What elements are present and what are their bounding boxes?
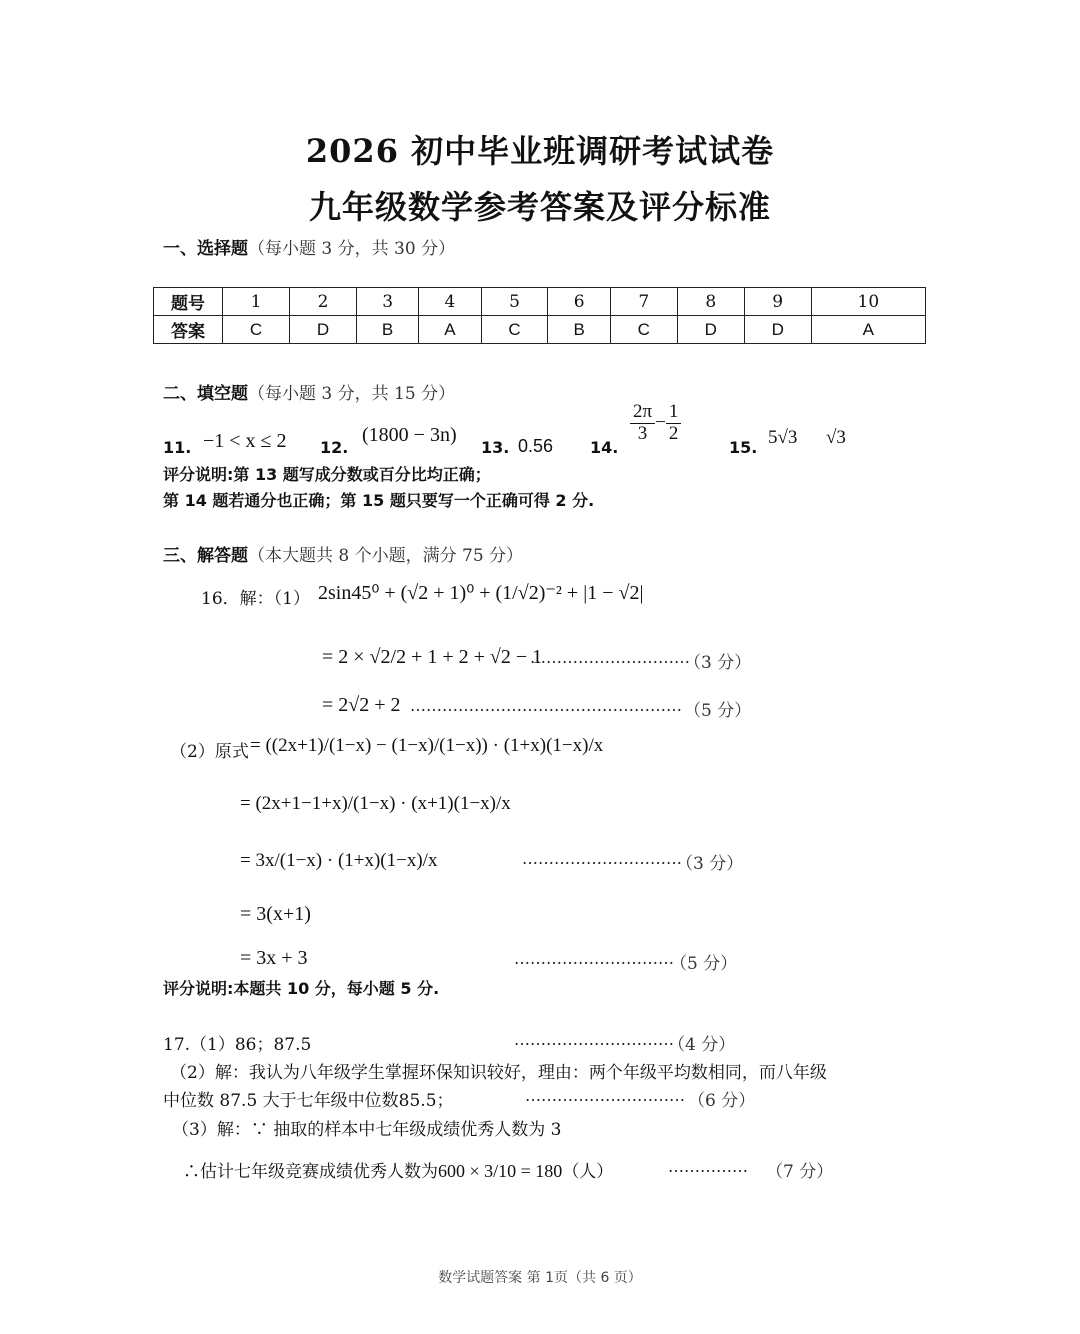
table-cell: 10 <box>811 288 925 316</box>
section2-heading <box>163 379 455 404</box>
section2-grading-note-2: 第 14 题若通分也正确；第 15 题只要写一个正确可得 2 分. <box>163 491 595 510</box>
table-cell: 7 <box>610 288 677 316</box>
table-cell: C <box>223 316 290 344</box>
q13-answer: 0.56 <box>518 436 554 456</box>
section2-title: 二、填空题 <box>163 384 248 404</box>
q17-part3-expr: 600 × 3/10 = 180 <box>438 1161 563 1181</box>
table-cell: D <box>677 316 744 344</box>
dotted-leader: ………………………… <box>514 1030 674 1049</box>
q14-den2: 2 <box>668 422 679 444</box>
table-cell: 6 <box>548 288 610 316</box>
q16-label: 16．解：（1） <box>201 589 310 609</box>
table-cell: 5 <box>481 288 548 316</box>
q16-expression: 2sin45⁰ + (√2 + 1)⁰ + (1/√2)⁻² + |1 − √2| <box>318 582 644 604</box>
q17-part3-unit: （人） <box>562 1162 614 1182</box>
q15-number: 15. <box>729 438 758 457</box>
q16-part2-step1: = (2x+1−1+x)/(1−x) · (x+1)(1−x)/x <box>240 793 511 814</box>
section1-title: 一、选择题 <box>163 239 248 259</box>
q16-step1-score: （3 分） <box>684 653 752 673</box>
q16-part2-step2: = 3x/(1−x) · (1+x)(1−x)/x <box>240 850 438 871</box>
section3-title: 三、解答题 <box>163 546 248 566</box>
q17-part1: 17.（1）86；87.5 <box>163 1035 312 1055</box>
dotted-leader: ………………………… <box>530 648 690 667</box>
q16-part2-expr: = ((2x+1)/(1−x) − (1−x)/(1−x)) · (1+x)(1−x)/x <box>250 735 604 756</box>
dotted-leader: ………………………… <box>525 1086 685 1105</box>
q17-part3-prefix: ∴估计七年级竞赛成绩优秀人数为 <box>183 1162 438 1182</box>
q16-step1: = 2 × √2/2 + 1 + 2 + √2 − 1 <box>322 646 543 668</box>
q16-part2-label: （2）原式 <box>170 742 249 762</box>
q12-number: 12. <box>320 438 349 457</box>
q16-step2-score: （5 分） <box>684 701 752 721</box>
section3-note: （本大题共 8 个小题，满分 75 分） <box>248 546 524 566</box>
table-cell: 9 <box>744 288 811 316</box>
page-title-line1: 2026 初中毕业班调研考试试卷 <box>305 132 775 170</box>
page-title-line2: 九年级数学参考答案及评分标准 <box>308 188 771 226</box>
section3-heading <box>163 541 523 566</box>
table-cell: 8 <box>677 288 744 316</box>
section2-note: （每小题 3 分，共 15 分） <box>248 384 456 404</box>
q17-part2-line1: （2）解：我认为八年级学生掌握环保知识较好，理由：两个年级平均数相同，而八年级 <box>170 1063 827 1083</box>
table-row-answers <box>154 316 926 344</box>
table-cell: D <box>289 316 356 344</box>
q17-part3-score: （7 分） <box>766 1162 834 1182</box>
dotted-leader: …………… <box>668 1157 748 1176</box>
table-cell: 2 <box>289 288 356 316</box>
table-cell: B <box>356 316 418 344</box>
table-cell: 1 <box>223 288 290 316</box>
table-cell: A <box>419 316 481 344</box>
q15-answer-b: √3 <box>826 427 846 448</box>
table-cell: 4 <box>419 288 481 316</box>
q17-part2-line2: 中位数 87.5 大于七年级中位数85.5； <box>163 1091 454 1111</box>
table-cell: C <box>481 316 548 344</box>
page-footer: 数学试题答案 第 1页（共 6 页） <box>438 1270 642 1286</box>
table-cell: B <box>548 316 610 344</box>
q17-part3-line1: （3）解：∵ 抽取的样本中七年级成绩优秀人数为 3 <box>172 1120 562 1140</box>
dotted-leader: ………………………… <box>522 849 682 868</box>
q16-part2-step3: = 3(x+1) <box>240 903 311 925</box>
section1-heading <box>163 234 455 259</box>
q16-step2: = 2√2 + 2 <box>322 694 401 716</box>
q17-part1-score: （4 分） <box>668 1035 736 1055</box>
section1-note: （每小题 3 分，共 30 分） <box>248 239 456 259</box>
section2-grading-note-1: 评分说明:第 13 题写成分数或百分比均正确； <box>163 465 491 484</box>
q14-op: − <box>655 411 666 433</box>
answer-table <box>153 287 926 344</box>
q14-num2: 1 <box>666 402 682 424</box>
q16-grading-note: 评分说明:本题共 10 分，每小题 5 分. <box>163 979 440 998</box>
row-label-number: 题号 <box>154 288 223 316</box>
q12-answer: (1800 − 3n) <box>362 424 457 446</box>
q16-part2-step4-score: （5 分） <box>670 954 738 974</box>
table-cell: C <box>610 316 677 344</box>
q16-part2-step4: = 3x + 3 <box>240 947 308 969</box>
q14-number: 14. <box>590 438 619 457</box>
table-cell: A <box>811 316 925 344</box>
q15-answer-a: 5√3 <box>768 427 798 448</box>
q11-answer: −1 < x ≤ 2 <box>203 430 287 452</box>
table-row-numbers <box>154 288 926 316</box>
q17-part2-score: （6 分） <box>688 1091 756 1111</box>
q14-den1: 3 <box>637 422 648 444</box>
q16-part2-step2-score: （3 分） <box>676 854 744 874</box>
q14-num1: 2π <box>630 402 655 424</box>
row-label-answer: 答案 <box>154 316 223 344</box>
q13-number: 13. <box>481 438 510 457</box>
q14-answer <box>630 402 681 445</box>
table-cell: 3 <box>356 288 418 316</box>
dotted-leader: …………………………………………… <box>410 696 682 715</box>
dotted-leader: ………………………… <box>514 949 674 968</box>
q17-part3-line2 <box>183 1157 613 1182</box>
table-cell: D <box>744 316 811 344</box>
q11-number: 11. <box>163 438 192 457</box>
